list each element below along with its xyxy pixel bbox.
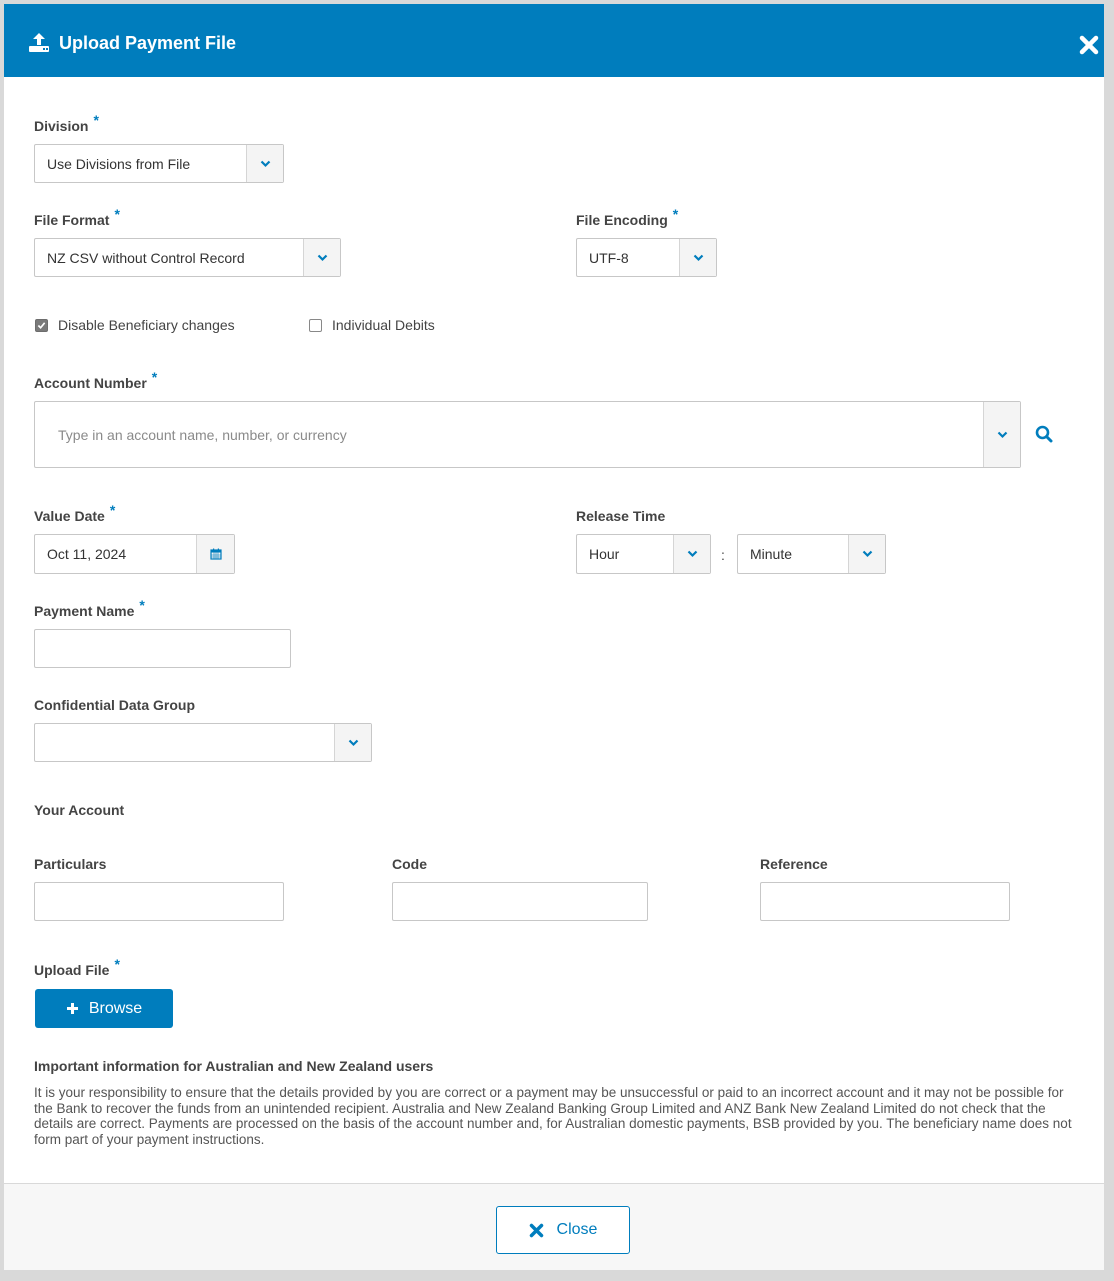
time-separator: :	[721, 547, 725, 563]
chevron-down-icon[interactable]	[679, 239, 716, 276]
account-number-input[interactable]: Type in an account name, number, or currency	[58, 426, 347, 443]
disable-beneficiary-changes-checkbox[interactable]	[35, 317, 235, 333]
division-select[interactable]	[34, 144, 284, 183]
checkbox-unchecked-icon[interactable]	[309, 319, 322, 332]
dialog-header	[4, 4, 1104, 77]
browse-button[interactable]	[35, 989, 173, 1028]
required-marker: *	[139, 597, 145, 613]
account-number-combobox[interactable]	[34, 401, 1021, 468]
upload-icon	[28, 32, 50, 52]
required-marker: *	[114, 956, 120, 972]
info-text: It is your responsibility to ensure that the details provided by you are correct or a payment may be unsuccessful or paid to an incorrect account and it may not be possible for the Bank to recover the funds from an unintended recipient. Australia and New Zealand Banking Group Limited and ANZ Bank New Zealand Limited do not check that the details are correct. Payments are processed on the basis of the account number and, for Australian domestic payments, BSB provided by you. The beneficiary name does not form part of your payment instructions.	[34, 1085, 1072, 1147]
chevron-down-icon[interactable]	[983, 402, 1020, 467]
dialog-footer	[4, 1183, 1104, 1270]
plus-icon	[66, 1002, 79, 1015]
confidential-data-group-label: Confidential Data Group	[34, 697, 195, 713]
division-label: Division *	[34, 112, 99, 134]
dialog-title: Upload Payment File	[59, 33, 237, 53]
required-marker: *	[109, 502, 116, 518]
release-time-label: Release Time	[576, 508, 666, 524]
chevron-down-icon[interactable]	[673, 535, 710, 573]
search-icon[interactable]	[1035, 425, 1053, 443]
value-date-picker[interactable]	[34, 534, 235, 574]
confidential-data-group-select[interactable]	[34, 723, 372, 762]
code-input[interactable]	[392, 882, 648, 921]
file-encoding-value: UTF-8	[589, 249, 629, 266]
particulars-label: Particulars	[34, 856, 107, 872]
close-button-label: Close	[556, 1221, 598, 1238]
payment-name-label: Payment Name *	[34, 597, 145, 619]
file-format-label: File Format *	[34, 206, 120, 228]
file-format-value: NZ CSV without Control Record	[47, 249, 245, 266]
browse-button-label: Browse	[88, 999, 143, 1017]
account-number-label: Account Number *	[34, 369, 158, 391]
reference-input[interactable]	[760, 882, 1010, 921]
hour-value: Hour	[589, 546, 620, 562]
code-label: Code	[392, 856, 427, 872]
chevron-down-icon[interactable]	[334, 724, 371, 761]
payment-name-input[interactable]	[34, 629, 291, 668]
info-title: Important information for Australian and New Zealand users	[34, 1058, 434, 1074]
upload-file-label: Upload File *	[34, 956, 120, 978]
division-value: Use Divisions from File	[47, 155, 191, 172]
release-minute-select[interactable]	[737, 534, 886, 574]
your-account-heading: Your Account	[34, 802, 125, 818]
chevron-down-icon[interactable]	[303, 239, 340, 276]
chevron-down-icon[interactable]	[246, 145, 283, 182]
file-format-select[interactable]	[34, 238, 341, 277]
value-date-label: Value Date *	[34, 502, 116, 524]
value-date-input[interactable]: Oct 11, 2024	[47, 546, 127, 562]
calendar-icon[interactable]	[196, 535, 234, 573]
close-icon[interactable]	[1078, 34, 1100, 56]
checkbox-checked-icon[interactable]	[35, 319, 48, 332]
required-marker: *	[93, 112, 99, 128]
particulars-input[interactable]	[34, 882, 284, 921]
minute-value: Minute	[750, 546, 793, 562]
close-icon	[529, 1223, 544, 1238]
required-marker: *	[151, 369, 158, 385]
file-encoding-select[interactable]	[576, 238, 717, 277]
checkbox-label: Disable Beneficiary changes	[58, 317, 235, 333]
required-marker: *	[672, 206, 679, 222]
reference-label: Reference	[760, 856, 828, 872]
chevron-down-icon[interactable]	[848, 535, 885, 573]
file-encoding-label: File Encoding *	[576, 206, 679, 228]
required-marker: *	[114, 206, 120, 222]
upload-payment-file-dialog	[4, 4, 1104, 1270]
individual-debits-checkbox[interactable]	[309, 317, 435, 333]
checkbox-label: Individual Debits	[332, 317, 435, 333]
close-button[interactable]	[496, 1206, 630, 1254]
release-hour-select[interactable]	[576, 534, 711, 574]
